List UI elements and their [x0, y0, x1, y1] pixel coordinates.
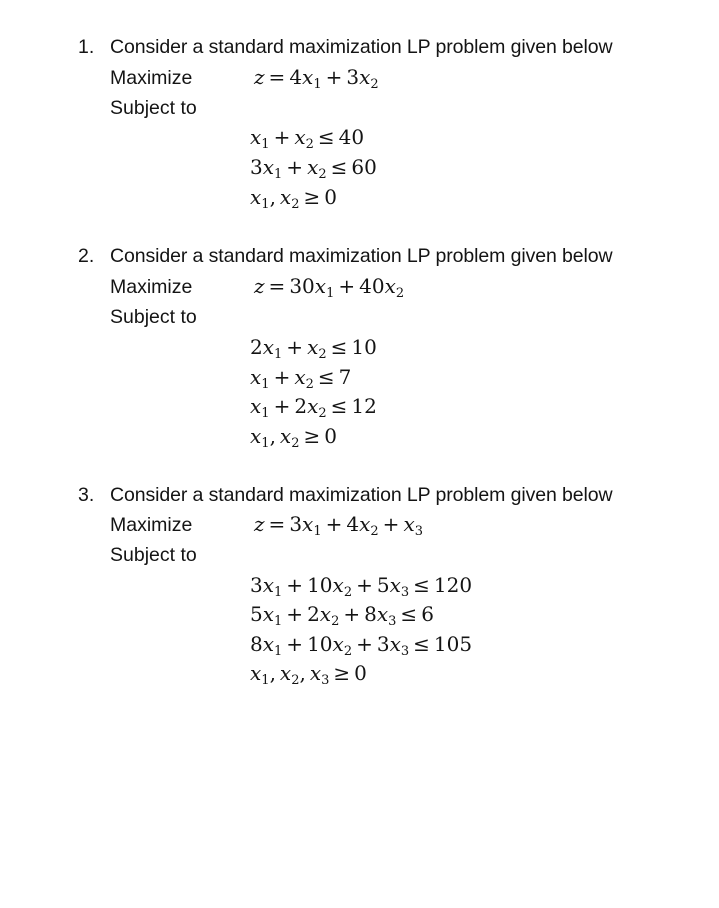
- objective-function: $z = 3x_1 + 4x_2 + x_3$: [254, 512, 423, 539]
- non-negativity-constraint: $x_1$, $x_2 \ge 0$: [250, 185, 337, 212]
- maximize-label: Maximize: [110, 67, 193, 89]
- maximize-label: Maximize: [110, 514, 193, 536]
- non-negativity-constraint: $x_1$, $x_2$, $x_3 \ge 0$: [250, 661, 367, 688]
- constraint: $x_1 + x_2 \le 7$: [250, 365, 352, 392]
- subject-to-label: Subject to: [110, 306, 197, 328]
- constraint: $2x_1 + x_2 \le 10$: [250, 335, 377, 362]
- problem-number: 3.: [78, 484, 95, 506]
- subject-to-label: Subject to: [110, 97, 197, 119]
- problem-number: 1.: [78, 36, 95, 58]
- maximize-label: Maximize: [110, 276, 193, 298]
- objective-function: $z = 30x_1 + 40x_2$: [254, 274, 405, 301]
- problem-number: 2.: [78, 245, 95, 267]
- non-negativity-constraint: $x_1$, $x_2 \ge 0$: [250, 424, 337, 451]
- constraint: $x_1 + x_2 \le 40$: [250, 125, 365, 152]
- problem-heading: Consider a standard maximization LP problem given below: [110, 245, 613, 267]
- constraint: $3x_1 + x_2 \le 60$: [250, 155, 377, 182]
- problem-heading: Consider a standard maximization LP problem given below: [110, 484, 613, 506]
- problem-heading: Consider a standard maximization LP problem given below: [110, 36, 613, 58]
- subject-to-label: Subject to: [110, 544, 197, 566]
- constraint: $x_1 + 2x_2 \le 12$: [250, 394, 377, 421]
- constraint: $5x_1 + 2x_2 + 8x_3 \le 6$: [250, 602, 434, 629]
- objective-function: $z = 4x_1 + 3x_2$: [254, 65, 379, 92]
- constraint: $8x_1 + 10x_2 + 3x_3 \le 105$: [250, 632, 473, 659]
- constraint: $3x_1 + 10x_2 + 5x_3 \le 120$: [250, 573, 473, 600]
